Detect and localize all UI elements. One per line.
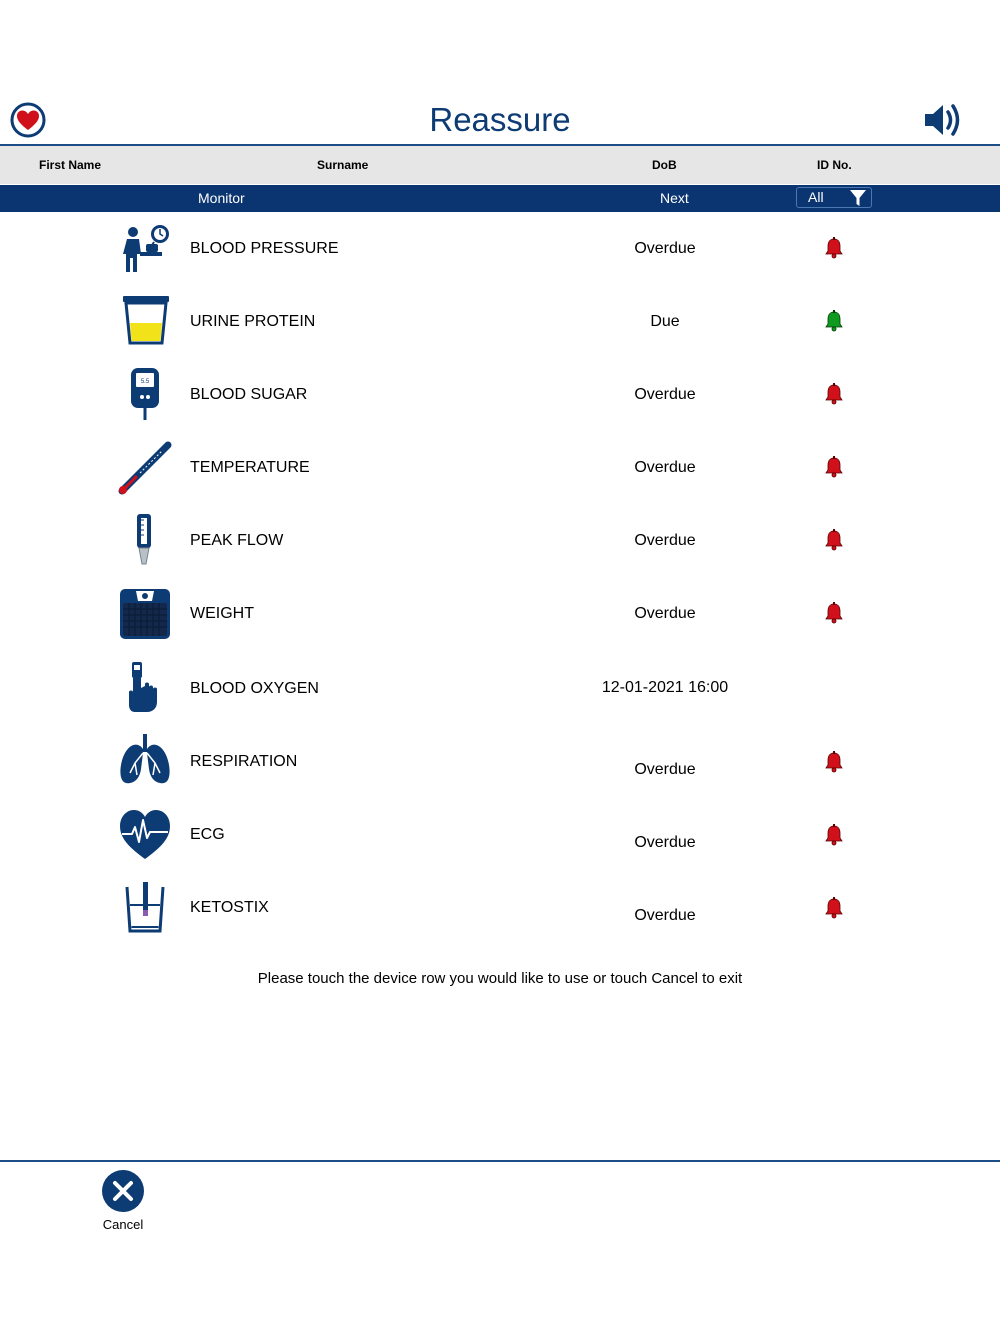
cancel-button[interactable] — [92, 1170, 154, 1236]
blood-pressure-icon — [116, 222, 174, 278]
device-label: URINE PROTEIN — [190, 313, 316, 330]
device-row-weight[interactable] — [0, 577, 1000, 650]
device-row-blood-oxygen[interactable] — [0, 650, 1000, 723]
device-status: Overdue — [634, 532, 696, 549]
device-row-urine-protein[interactable] — [0, 285, 1000, 358]
device-row-ketostix[interactable] — [0, 869, 1000, 942]
app-title: Reassure — [429, 101, 571, 138]
device-status: Overdue — [634, 907, 696, 924]
device-label: ECG — [190, 826, 225, 843]
device-status: Overdue — [634, 834, 696, 851]
close-icon — [102, 1170, 144, 1212]
patient-header — [0, 146, 1000, 184]
device-label: TEMPERATURE — [190, 459, 310, 476]
device-row-blood-pressure[interactable] — [0, 212, 1000, 285]
svg-text:5.5: 5.5 — [140, 379, 150, 385]
device-row-blood-sugar[interactable] — [0, 358, 1000, 431]
ketostix-glass-icon — [116, 881, 174, 937]
device-row-temperature[interactable] — [0, 431, 1000, 504]
bell-icon — [823, 456, 845, 478]
heart-ecg-icon — [116, 806, 174, 862]
surname-header: Surname — [317, 158, 369, 172]
device-status: Overdue — [634, 605, 696, 622]
device-label: WEIGHT — [190, 605, 254, 622]
pulse-oximeter-icon — [116, 660, 174, 716]
footer-divider — [0, 1160, 1000, 1162]
device-label: BLOOD OXYGEN — [190, 680, 319, 697]
weighing-scale-icon — [116, 587, 174, 643]
next-column-header: Next — [660, 190, 689, 206]
alert-filter-dropdown[interactable] — [796, 187, 872, 208]
id-no-header: ID No. — [817, 158, 852, 172]
bell-icon — [823, 529, 845, 551]
instruction-text: Please touch the device row you would like to use or touch Cancel to exit — [257, 970, 743, 987]
thermometer-icon — [116, 439, 174, 495]
bell-icon — [823, 897, 845, 919]
glucose-meter-icon — [116, 366, 174, 422]
device-row-respiration[interactable] — [0, 723, 1000, 796]
device-status: Overdue — [634, 459, 696, 476]
device-row-ecg[interactable] — [0, 796, 1000, 869]
device-status: Overdue — [634, 761, 696, 778]
peak-flow-meter-icon — [116, 512, 174, 568]
urine-cup-icon — [116, 295, 174, 351]
device-label: KETOSTIX — [190, 899, 269, 916]
device-label: RESPIRATION — [190, 753, 298, 770]
filter-value: All — [808, 189, 824, 205]
device-label: BLOOD PRESSURE — [190, 240, 339, 257]
device-row-peak-flow[interactable] — [0, 504, 1000, 577]
device-label: BLOOD SUGAR — [190, 386, 308, 403]
bell-icon — [823, 602, 845, 624]
bell-icon — [823, 310, 845, 332]
filter-icon — [849, 189, 867, 207]
column-header-bar — [0, 185, 1000, 212]
device-status: Overdue — [634, 240, 696, 257]
bell-icon — [823, 824, 845, 846]
device-status: Due — [650, 313, 680, 330]
device-status: Overdue — [634, 386, 696, 403]
first-name-header: First Name — [39, 158, 102, 172]
device-label: PEAK FLOW — [190, 532, 284, 549]
monitor-column-header: Monitor — [198, 190, 245, 206]
bell-icon — [823, 751, 845, 773]
bell-icon — [823, 237, 845, 259]
bell-icon — [823, 383, 845, 405]
device-status: 12-01-2021 16:00 — [601, 679, 729, 696]
cancel-label: Cancel — [102, 1217, 144, 1232]
dob-header: DoB — [652, 158, 677, 172]
lungs-icon — [116, 733, 174, 789]
speaker-icon[interactable] — [922, 100, 962, 140]
